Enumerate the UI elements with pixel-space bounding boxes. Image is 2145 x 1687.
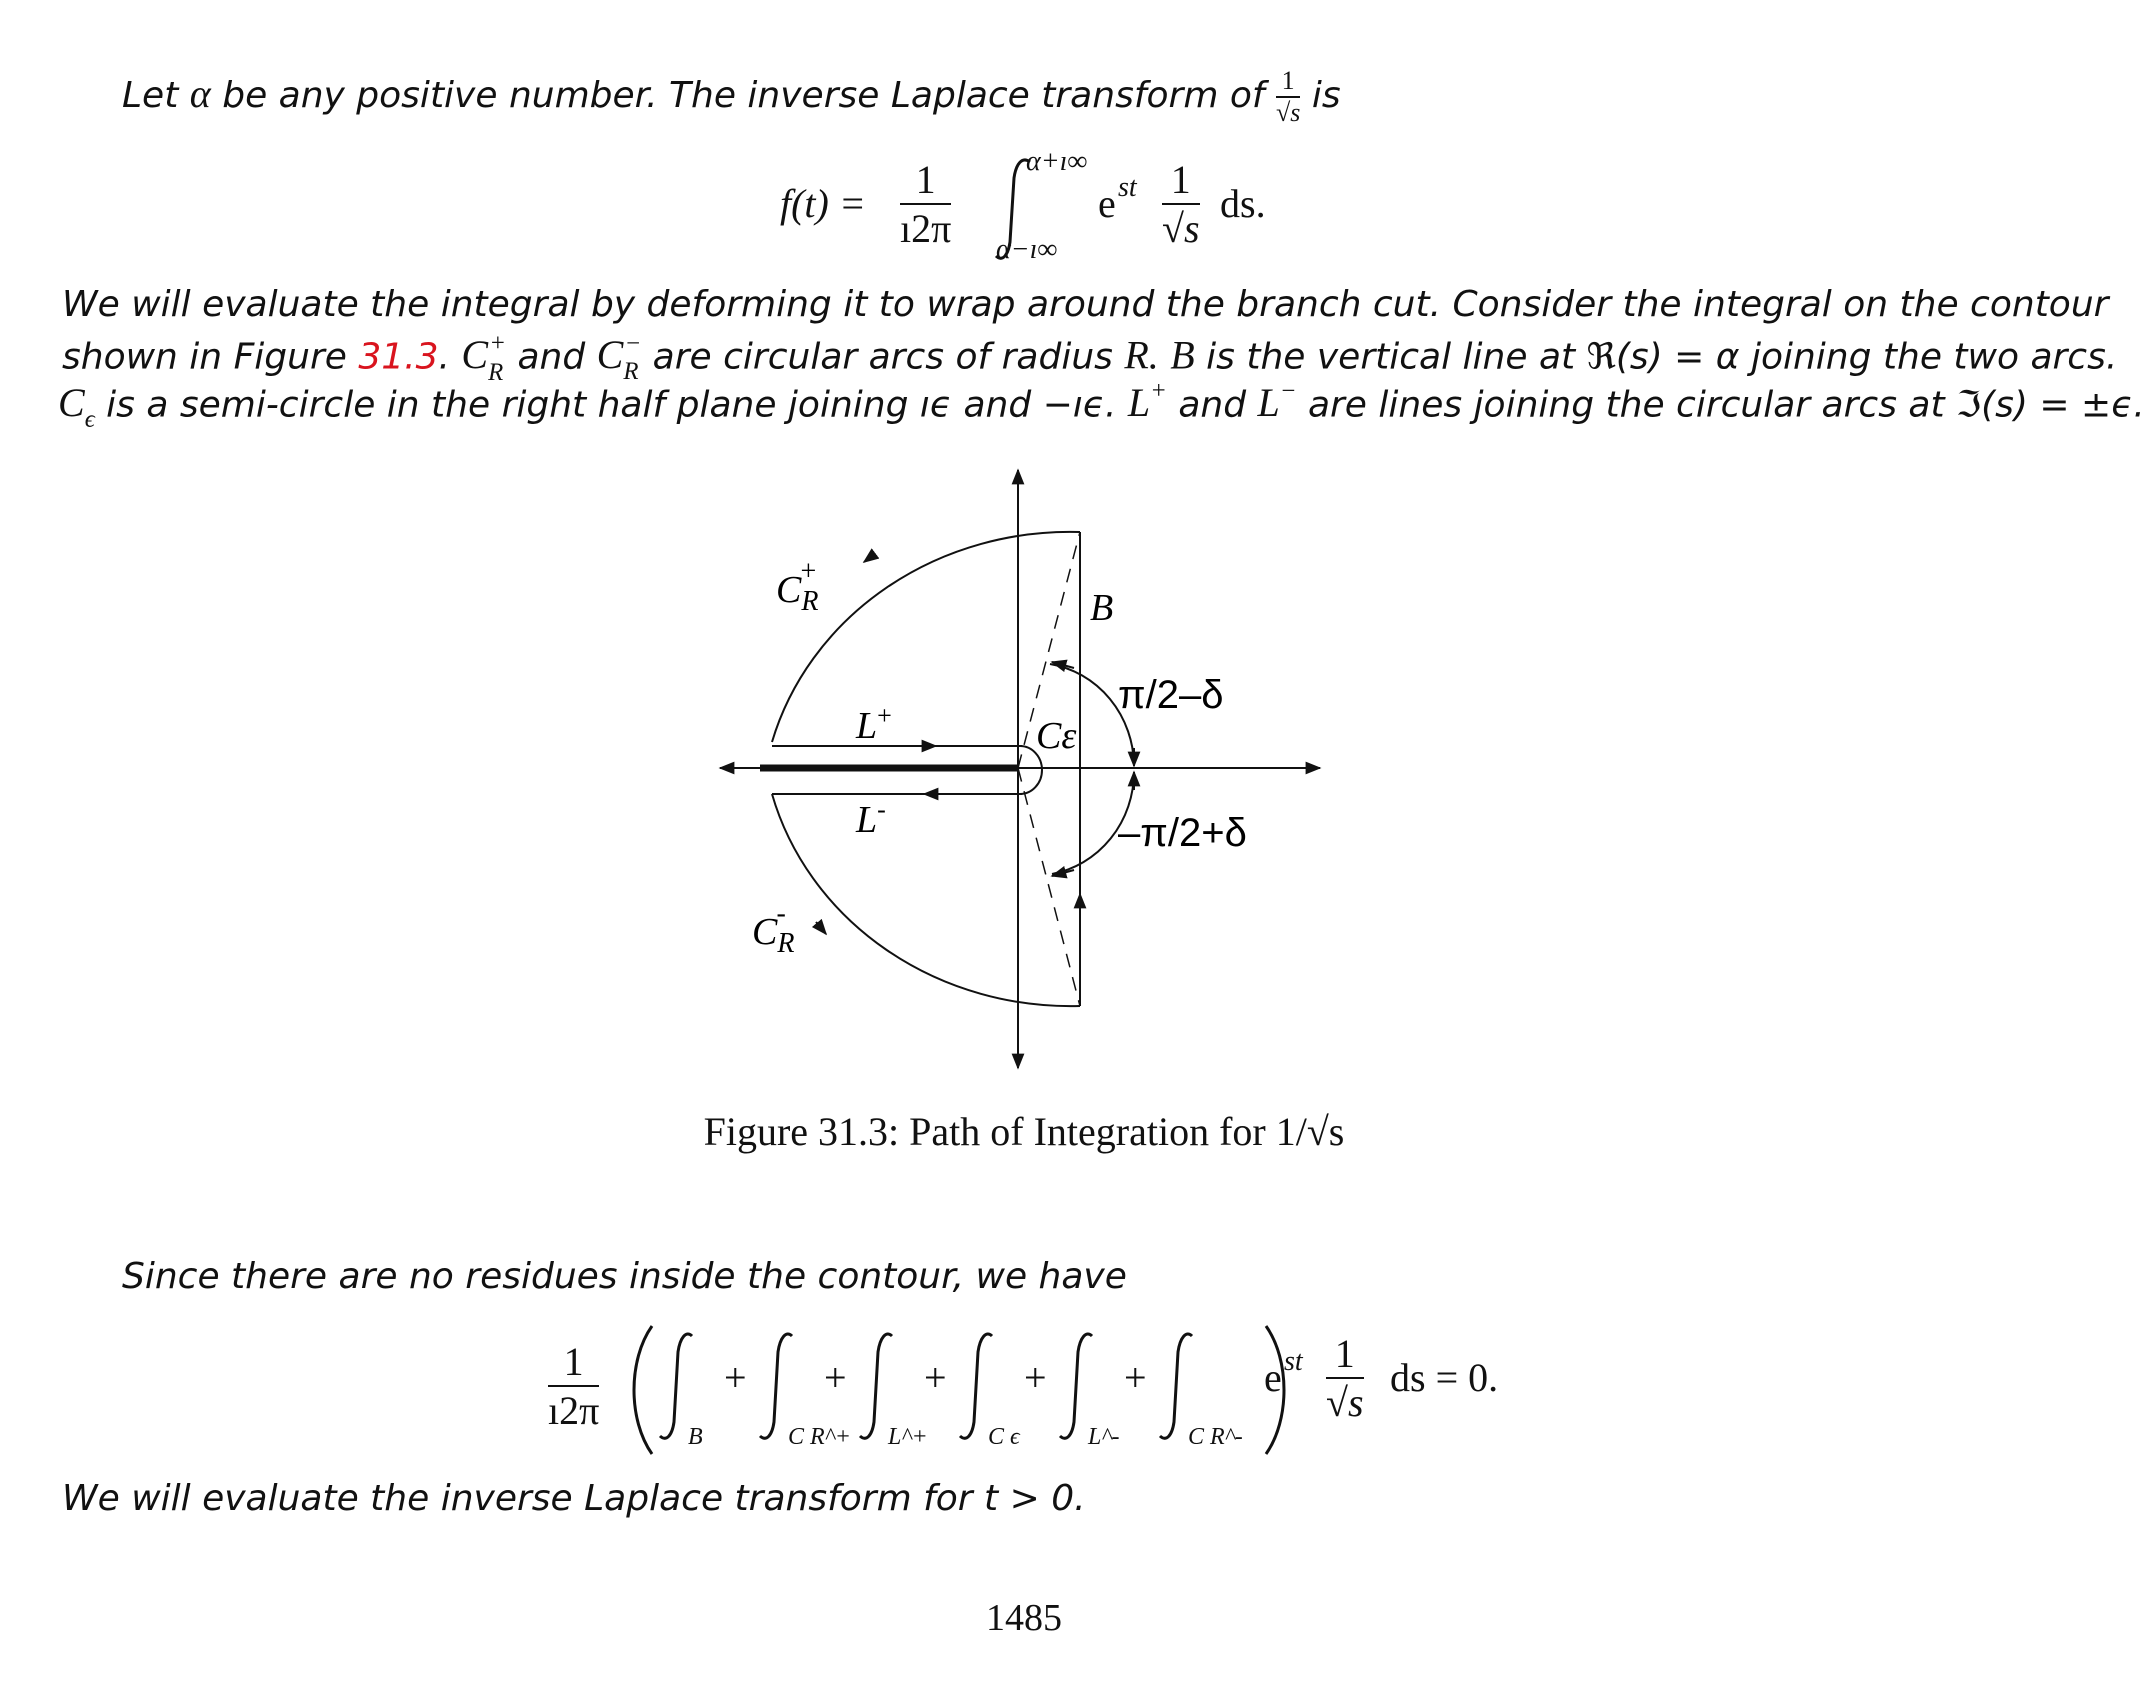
label-c-eps: Cε (1036, 715, 1077, 757)
intro-frac-den: √s (1275, 98, 1301, 127)
eq2-integral-subscript: L^- (1088, 1424, 1120, 1450)
para1-line2-d: are circular arcs of radius (652, 336, 1113, 378)
label-b: B (1090, 587, 1114, 629)
eq1-lower-limit: α−ı∞ (996, 234, 1058, 265)
eq2-coefficient (548, 1338, 599, 1434)
para1-line3-a: is a semi-circle in the right half plane joining ıϵ and −ıϵ. (106, 384, 1117, 426)
eq2-integral-subscript: L^+ (888, 1424, 928, 1450)
label-cr-minus: $C_R-$ (752, 898, 795, 959)
intro-middle: be any positive number. The inverse Laplace transform of (222, 75, 1265, 116)
para1-line2-f: B (1170, 332, 1195, 378)
arc-cr-plus-arrow (864, 556, 872, 562)
eq2-integral-term (858, 1320, 958, 1460)
eq2-integral-subscript: B (688, 1424, 703, 1450)
eq2-integral-subscript: C R^- (1188, 1424, 1243, 1450)
label-l-minus: L- (856, 795, 886, 841)
equation-contour-sum (548, 1320, 1528, 1460)
para1-line3-b: and (1178, 384, 1247, 426)
eq2-integral-term (658, 1320, 758, 1460)
eq2-tail: ds = 0. (1390, 1355, 1499, 1400)
intro-alpha: α (189, 71, 211, 116)
eq2-coef-den: ı2π (548, 1388, 600, 1433)
page-number: 1485 (986, 1597, 1062, 1639)
eq2-plus: + (924, 1355, 947, 1400)
eq1-upper-limit: α+ı∞ (1026, 146, 1088, 177)
intro-suffix: is (1311, 75, 1341, 116)
eq2-coef-num: 1 (548, 1338, 599, 1387)
para1-line2-c: and (517, 336, 586, 378)
eq2-fraction (1326, 1330, 1364, 1426)
eq2-integral-term (758, 1320, 858, 1460)
eq2-frac-num: 1 (1326, 1330, 1364, 1379)
label-l-plus: L+ (856, 701, 892, 747)
eq1-tail: ds. (1220, 181, 1266, 226)
intro-prefix: Let (122, 75, 179, 116)
eq1-exponent: st (1118, 172, 1137, 203)
eq2-plus: + (1124, 1355, 1147, 1400)
para1-line2-b: . (438, 336, 450, 378)
eq2-exp-base: e (1264, 1355, 1282, 1400)
arc-cr-minus-arrow (816, 922, 826, 934)
para1-c-eps: $C_\epsilon$ (58, 380, 95, 434)
eq2-integral-subscript: C R^+ (788, 1424, 851, 1450)
eq2-frac-den: √s (1326, 1380, 1364, 1425)
figure-caption: Figure 31.3: Path of Integration for 1/√s (703, 1109, 1345, 1154)
eq2-integral-list (658, 1320, 1318, 1460)
para1-cr-minus: $C_R^-$ (596, 330, 642, 386)
para1-line2-g: is the vertical line at ℜ(s) = α joining the two arcs. (1206, 336, 2118, 378)
dashed-ray-lower (1018, 768, 1080, 1006)
eq2-plus: + (724, 1355, 747, 1400)
eq2-exponent: st (1284, 1346, 1303, 1377)
para1-line1: We will evaluate the integral by deforming it to wrap around the branch cut. Consider the integral on the contour (62, 284, 2109, 325)
para1-line2-a: shown in Figure (62, 336, 347, 378)
eq1-exp-base: e (1098, 181, 1116, 226)
eq2-integral-term (958, 1320, 1058, 1460)
eq2-left-paren (634, 1326, 652, 1454)
label-cr-plus: $C_R+$ (776, 556, 819, 617)
eq2-integral-term (1058, 1320, 1158, 1460)
eq1-lhs: f(t) = (780, 181, 866, 226)
intro-frac-num: 1 (1276, 66, 1300, 98)
para1-line3-c: are lines joining the circular arcs at ℑ(s) = ±ϵ. (1307, 384, 2145, 426)
para1-line2-e: R. (1124, 332, 1159, 378)
para1-l-minus: L− (1257, 378, 1297, 426)
figure-ref-link[interactable]: 31.3 (358, 336, 439, 378)
para1-cr-plus: $C_R^+$ (461, 330, 506, 386)
para1-l-plus: L+ (1127, 378, 1167, 426)
para3: We will evaluate the inverse Laplace transform for t > 0. (62, 1478, 1086, 1519)
eq1-coef-num: 1 (900, 156, 951, 205)
label-angle-bottom: –π/2+δ (1118, 811, 1247, 855)
eq2-integral-subscript: C ϵ (988, 1424, 1020, 1450)
eq2-integral-term (1158, 1320, 1258, 1460)
eq2-plus: + (1024, 1355, 1047, 1400)
para2: Since there are no residues inside the contour, we have (122, 1256, 1127, 1297)
label-angle-top: π/2–δ (1118, 673, 1224, 717)
eq2-plus: + (824, 1355, 847, 1400)
eq1-frac-den: √s (1162, 206, 1200, 251)
eq1-coef-den: ı2π (900, 206, 952, 251)
eq1-frac-num: 1 (1162, 156, 1200, 205)
